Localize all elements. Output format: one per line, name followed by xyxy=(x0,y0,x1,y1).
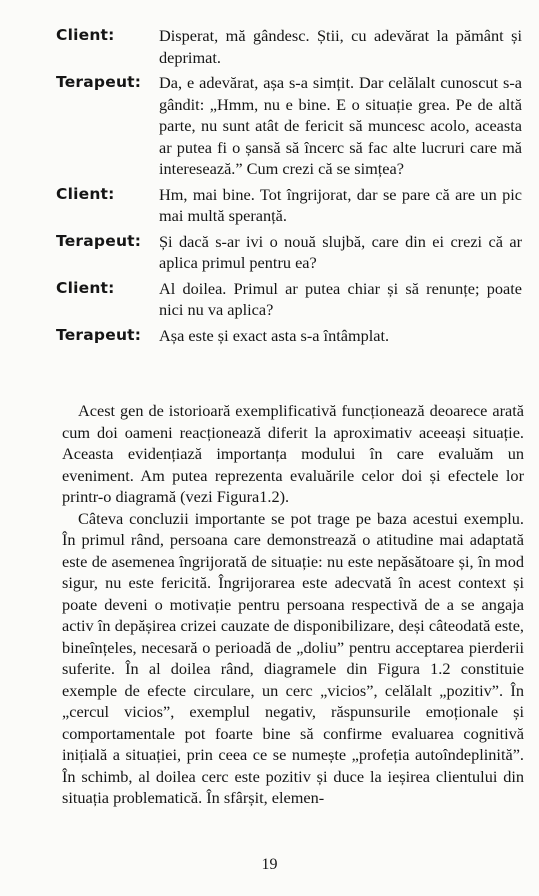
body-text xyxy=(62,400,524,809)
page-number: 19 xyxy=(261,856,278,873)
speaker-label: Terapeut: xyxy=(56,231,142,250)
utterance: Al doilea. Primul ar putea chiar și să renunțe; poate nici nu va aplica? xyxy=(159,278,522,319)
speaker-label: Client: xyxy=(56,184,115,203)
dialogue-turn xyxy=(56,325,522,347)
speaker-label: Terapeut: xyxy=(56,325,142,344)
utterance: Da, e adevărat, așa s-a simțit. Dar celălalt cunoscut s-a gândit: „Hmm, nu e bine. E o situație grea. Pe de altă parte, nu sunt atât de fericit să muncesc acolo, aceasta ar putea fi o șansă să încerc să fac alte lucruri care mă interesează.” Cum crezi că se simțea? xyxy=(159,73,522,178)
speaker-label: Terapeut: xyxy=(56,73,142,91)
utterance: Așa este și exact asta s-a întâmplat. xyxy=(159,325,390,345)
dialogue-turn xyxy=(56,184,522,227)
utterance: Disperat, mă gândesc. Știi, cu adevărat la pământ și deprimat. xyxy=(159,26,522,67)
paragraph: Acest gen de istorioară exemplificativă funcționează deoarece arată cum doi oameni reacționează diferit la aproximativ aceeași situație. Aceasta evidențiază importanța modului în care evaluăm un eveniment. Am putea reprezenta evaluările celor doi și efectele lor printr-o diagramă (vezi Figura1.2). xyxy=(62,401,524,506)
dialogue-turn xyxy=(56,25,522,68)
dialogue-turn xyxy=(56,72,522,180)
utterance: Și dacă s-ar ivi o nouă slujbă, care din ei crezi că ar aplica primul pentru ea? xyxy=(159,231,522,272)
speaker-label: Client: xyxy=(56,278,115,297)
dialogue-turn xyxy=(56,231,522,274)
utterance: Hm, mai bine. Tot îngrijorat, dar se pare că are un pic mai multă speranță. xyxy=(159,184,522,225)
dialogue-turn xyxy=(56,278,522,321)
dialogue-block xyxy=(56,25,522,350)
paragraph: Câteva concluzii importante se pot trage pe baza acestui exemplu. În primul rând, persoana care demonstrează o atitudine mai adaptată este de asemenea îngrijorată de situație: nu este nepăsătoare și, în mod sigur, nu este fericită. Îngrijorarea este adecvată în acest context și poate deveni o motivație pentru persoana respectivă de a se angaja activ în depășirea crizei cauzate de disponibilizare, deși câteodată este, bineînțeles, necesară o perioadă de „doliu” pentru acceptarea pierderii suferite. În al doilea rând, diagramele din Figura 1.2 constituie exemple de efecte circulare, un cerc „vicios”, celălalt „pozitiv”. În „cercul vicios”, exemplul negativ, răspunsurile emoționale și comportamentale pot foarte bine să confirme evaluarea cognitivă inițială a situației, prin ceea ce se numește „profeția autoîndeplinită”. În schimb, al doilea cerc este pozitiv și duce la ieșirea clientului din situația problematică. În sfârșit, elemen- xyxy=(62,508,524,807)
speaker-label: Client: xyxy=(56,26,115,44)
